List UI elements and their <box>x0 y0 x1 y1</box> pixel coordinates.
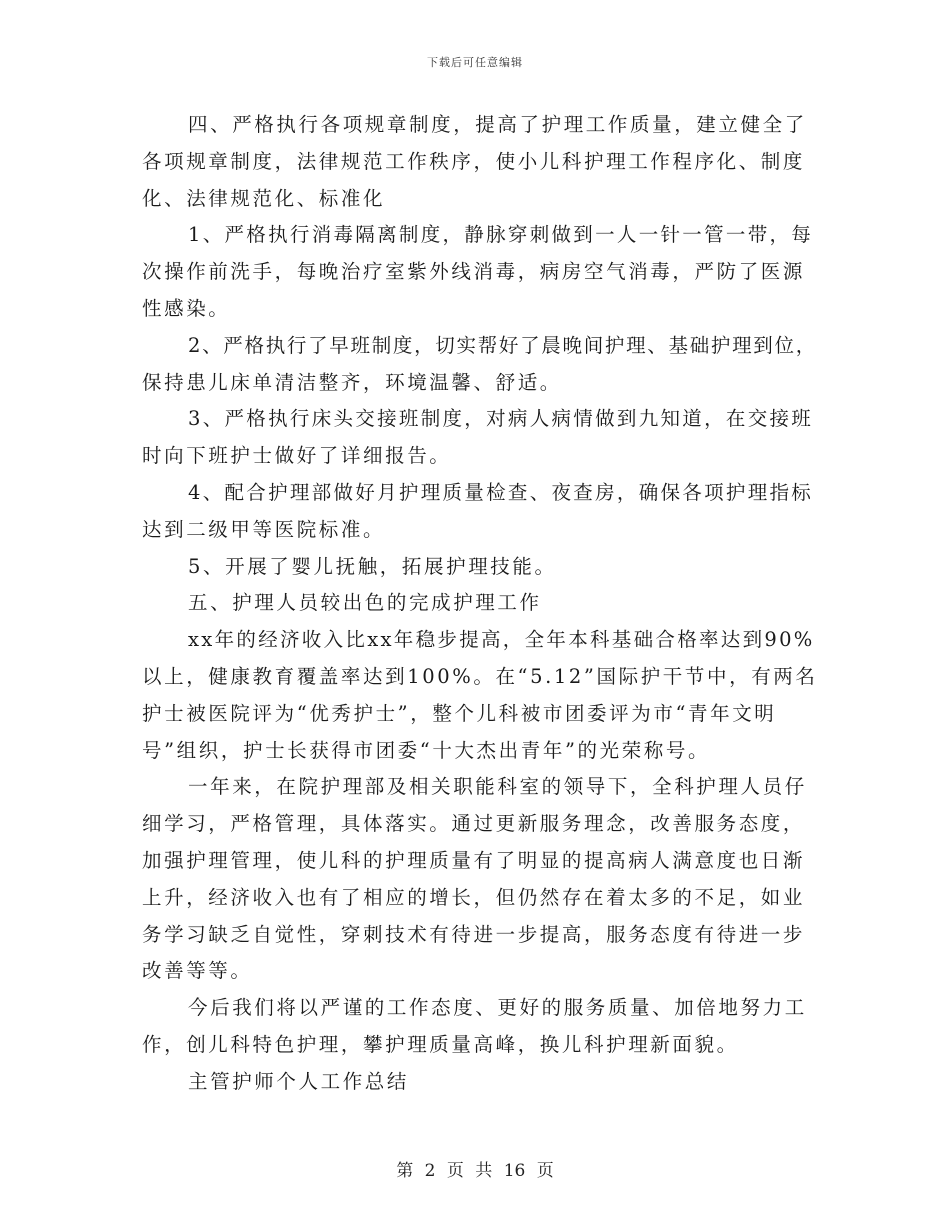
text-line: 号”组织，护士长获得市团委“十大杰出青年”的光荣称号。 <box>142 738 711 762</box>
text-line: 以上，健康教育覆盖率达到100%。在“5.12”国际护干节中，有两名 <box>142 664 818 688</box>
text-line: 改善等等。 <box>142 959 253 983</box>
text-line: 次操作前洗手，每晚治疗室紫外线消毒，病房空气消毒，严防了医源 <box>142 260 806 284</box>
text-line: 各项规章制度，法律规范工作秩序，使小儿科护理工作程序化、制度 <box>142 149 806 173</box>
text-line: 护士被医院评为“优秀护士”，整个儿科被市团委评为市“青年文明 <box>142 701 777 725</box>
text-line: 五、护理人员较出色的完成护理工作 <box>188 591 542 615</box>
page-footer: 第 2 页 共 16 页 <box>396 1161 554 1181</box>
text-line: 性感染。 <box>142 296 231 320</box>
text-line: 3、严格执行床头交接班制度，对病人病情做到九知道，在交接班 <box>188 407 814 431</box>
text-line: 时向下班护士做好了详细报告。 <box>142 444 452 468</box>
text-line: 细学习，严格管理，具体落实。通过更新服务理念，改善服务态度， <box>142 812 806 836</box>
text-line: 2、严格执行了早班制度，切实帮好了晨晚间护理、基础护理到位， <box>188 333 817 357</box>
text-line: 四、严格执行各项规章制度，提高了护理工作质量，建立健全了 <box>188 113 807 136</box>
text-line: 今后我们将以严谨的工作态度、更好的服务质量、加倍地努力工 <box>188 996 807 1020</box>
text-line: 务学习缺乏自觉性，穿刺技术有待进一步提高，服务态度有待进一步 <box>142 922 806 946</box>
text-line: 加强护理管理，使儿科的护理质量有了明显的提高病人满意度也日渐 <box>142 848 806 872</box>
text-line: 1、严格执行消毒隔离制度，静脉穿刺做到一人一针一管一带，每 <box>188 223 814 247</box>
text-line: xx年的经济收入比xx年稳步提高，全年本科基础合格率达到90% <box>188 628 815 652</box>
text-line: 4、配合护理部做好月护理质量检查、夜查房，确保各项护理指标 <box>188 480 814 504</box>
text-line: 保持患儿床单清洁整齐，环境温馨、舒适。 <box>142 370 562 394</box>
text-line: 一年来，在院护理部及相关职能科室的领导下，全科护理人员仔 <box>188 775 807 799</box>
text-line: 5、开展了婴儿抚触，拓展护理技能。 <box>188 554 557 578</box>
page-header: 下载后可任意编辑 <box>427 56 523 69</box>
document-body <box>142 107 818 1101</box>
text-line: 化、法律规范化、标准化 <box>142 186 386 210</box>
text-line: 达到二级甲等医院标准。 <box>142 517 386 541</box>
text-line: 上升，经济收入也有了相应的增长，但仍然存在着太多的不足，如业 <box>142 885 806 909</box>
text-line: 主管护师个人工作总结 <box>188 1069 410 1093</box>
text-line: 作，创儿科特色护理，攀护理质量高峰，换儿科护理新面貌。 <box>142 1032 739 1056</box>
